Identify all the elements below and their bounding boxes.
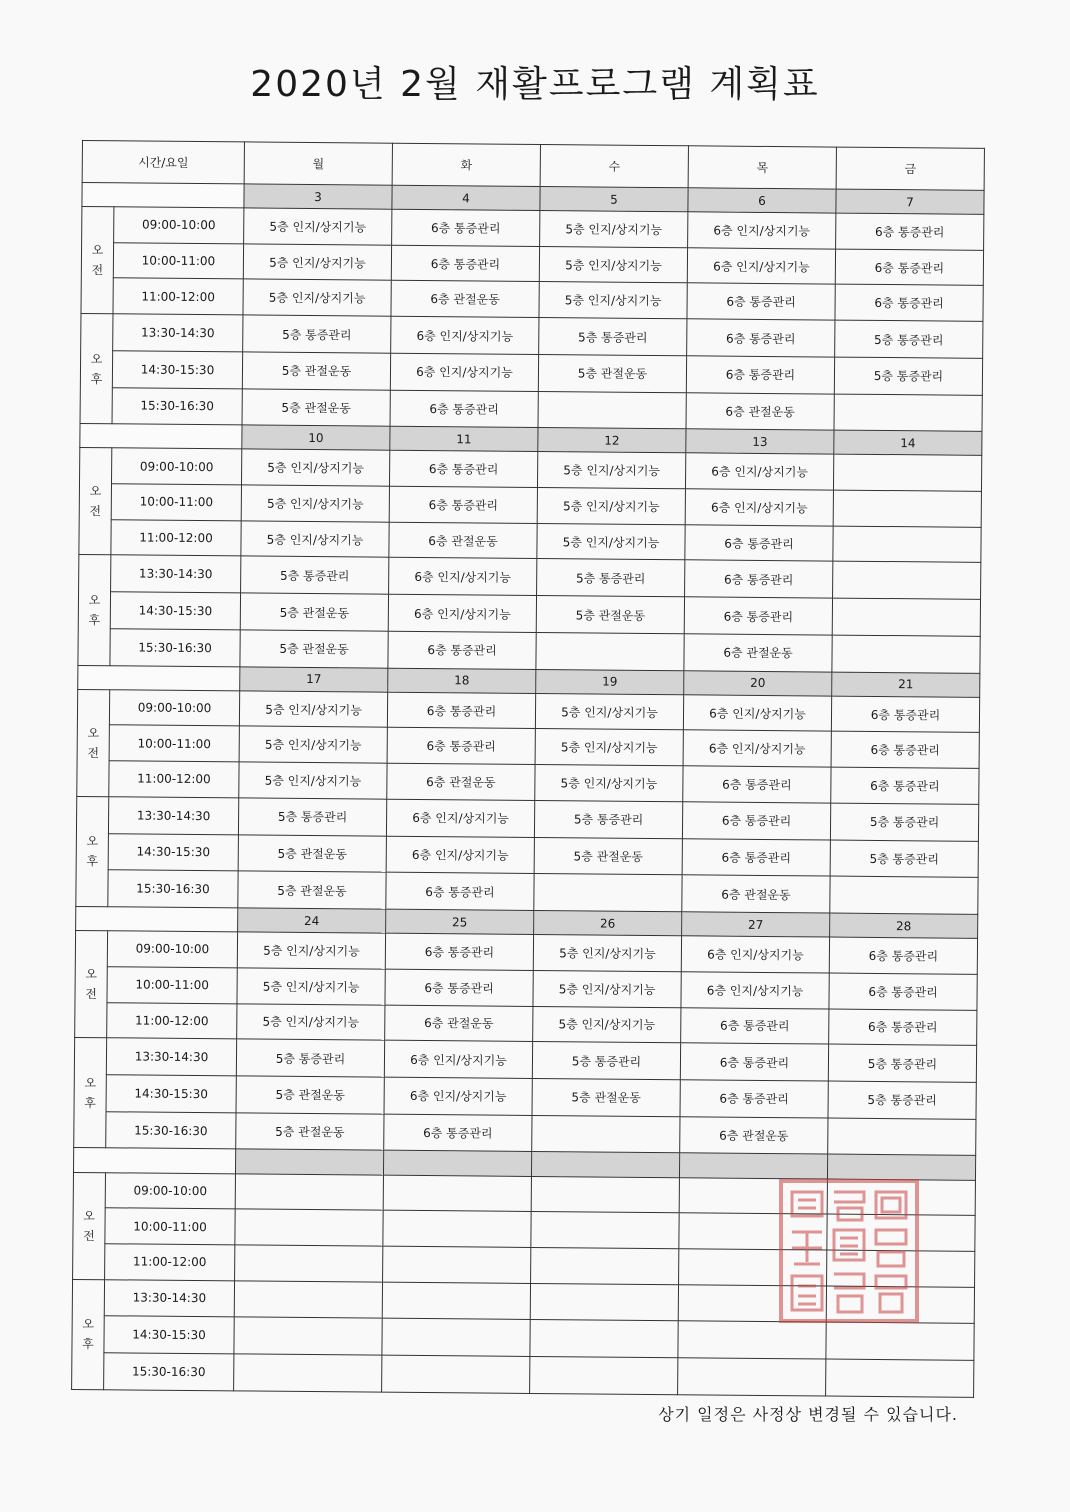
time-slot: 09:00-10:00 — [114, 207, 244, 244]
program-cell — [383, 1246, 531, 1283]
program-cell — [833, 526, 981, 563]
date-cell — [531, 1152, 679, 1177]
date-row-spacer — [73, 1148, 235, 1174]
schedule-notice: 상기 일정은 사정상 변경될 수 있습니다. — [658, 1405, 958, 1424]
period-am: 오 전 — [79, 448, 112, 555]
time-slot: 13:30-14:30 — [108, 797, 238, 835]
program-cell: 6층 관절운동 — [389, 522, 537, 559]
time-slot: 14:30-15:30 — [112, 351, 242, 389]
time-slot: 10:00-11:00 — [109, 725, 239, 762]
program-cell — [235, 1209, 383, 1246]
program-cell: 6층 통증관리 — [682, 802, 830, 840]
program-cell — [383, 1175, 531, 1212]
program-cell: 6층 인지/상지기능 — [688, 212, 836, 249]
program-cell — [234, 1317, 382, 1355]
program-cell: 6층 통증관리 — [684, 597, 832, 635]
date-cell: 28 — [830, 913, 978, 938]
program-cell: 5층 인지/상지기능 — [244, 208, 392, 245]
program-cell — [382, 1282, 530, 1320]
time-slot: 09:00-10:00 — [109, 690, 239, 727]
time-slot: 10:00-11:00 — [113, 243, 243, 280]
program-cell: 6층 인지/상지기능 — [384, 1040, 532, 1078]
date-cell: 4 — [392, 185, 540, 210]
program-cell — [833, 455, 981, 492]
program-cell — [827, 1214, 975, 1251]
period-am: 오 전 — [77, 689, 110, 796]
program-cell — [531, 1247, 679, 1284]
program-cell: 5층 통증관리 — [830, 803, 978, 841]
program-cell: 6층 인지/상지기능 — [386, 799, 534, 837]
program-cell: 6층 통증관리 — [687, 283, 835, 320]
program-cell: 5층 인지/상지기능 — [539, 282, 687, 319]
program-cell: 5층 통증관리 — [834, 357, 982, 395]
time-slot: 10:00-11:00 — [107, 967, 237, 1004]
program-cell: 6층 통증관리 — [829, 937, 977, 974]
program-cell: 6층 인지/상지기능 — [683, 730, 831, 767]
time-slot: 15:30-16:30 — [108, 870, 238, 908]
program-cell: 6층 인지/상지기능 — [681, 936, 829, 973]
program-cell: 5층 인지/상지기능 — [537, 488, 685, 525]
program-cell: 6층 통증관리 — [385, 933, 533, 970]
program-cell: 5층 인지/상지기능 — [535, 693, 683, 730]
program-cell: 5층 인지/상지기능 — [242, 449, 390, 486]
program-cell: 6층 통증관리 — [687, 319, 835, 357]
program-cell: 5층 통증관리 — [532, 1042, 680, 1080]
program-cell: 6층 인지/상지기능 — [687, 248, 835, 285]
day-header-thu: 목 — [688, 146, 836, 189]
program-cell — [827, 1179, 975, 1216]
program-cell: 6층 통증관리 — [682, 838, 830, 876]
program-cell: 6층 통증관리 — [680, 1043, 828, 1081]
date-cell: 20 — [684, 670, 832, 695]
program-cell — [834, 394, 982, 432]
program-cell: 5층 관절운동 — [242, 389, 390, 427]
program-cell: 6층 통증관리 — [388, 631, 536, 669]
time-slot: 15:30-16:30 — [104, 1353, 234, 1391]
time-slot: 15:30-16:30 — [110, 629, 240, 667]
program-cell: 5층 인지/상지기능 — [537, 523, 685, 560]
program-cell: 5층 통증관리 — [835, 320, 983, 358]
program-cell: 5층 통증관리 — [539, 318, 687, 356]
program-cell: 5층 관절운동 — [242, 352, 390, 390]
date-cell — [383, 1151, 531, 1176]
program-cell: 5층 인지/상지기능 — [243, 279, 391, 316]
time-slot: 13:30-14:30 — [104, 1279, 234, 1317]
program-cell: 5층 인지/상지기능 — [239, 726, 387, 763]
program-cell: 6층 통증관리 — [392, 209, 540, 246]
program-cell: 6층 통증관리 — [685, 560, 833, 598]
time-slot: 11:00-12:00 — [107, 1002, 237, 1039]
program-cell: 6층 인지/상지기능 — [390, 353, 538, 391]
program-cell — [530, 1320, 678, 1358]
program-cell: 5층 통증관리 — [241, 556, 389, 594]
program-cell: 5층 관절운동 — [536, 596, 684, 634]
program-cell: 6층 인지/상지기능 — [685, 453, 833, 490]
time-slot: 11:00-12:00 — [111, 520, 241, 557]
program-cell: 5층 통증관리 — [534, 800, 682, 838]
time-slot: 11:00-12:00 — [109, 761, 239, 798]
date-cell: 26 — [534, 911, 682, 936]
date-cell: 14 — [834, 430, 982, 455]
program-cell: 5층 관절운동 — [534, 837, 682, 875]
program-cell: 5층 인지/상지기능 — [533, 1006, 681, 1043]
program-cell: 5층 통증관리 — [828, 1044, 976, 1082]
program-cell: 5층 인지/상지기능 — [237, 1003, 385, 1040]
program-cell — [235, 1245, 383, 1282]
date-cell: 3 — [244, 184, 392, 209]
program-cell — [538, 391, 686, 429]
time-slot: 13:30-14:30 — [113, 314, 243, 352]
program-cell — [679, 1177, 827, 1214]
program-cell: 6층 관절운동 — [684, 634, 832, 672]
date-cell — [827, 1154, 975, 1179]
program-cell: 6층 통증관리 — [835, 285, 983, 322]
program-cell — [534, 874, 682, 912]
program-cell: 6층 인지/상지기능 — [391, 316, 539, 354]
program-cell — [531, 1176, 679, 1213]
program-cell: 6층 인지/상지기능 — [384, 1077, 532, 1115]
program-cell: 5층 인지/상지기능 — [533, 970, 681, 1007]
program-cell: 6층 통증관리 — [836, 213, 984, 250]
program-cell: 6층 통증관리 — [680, 1080, 828, 1118]
time-slot: 10:00-11:00 — [105, 1208, 235, 1245]
time-slot: 14:30-15:30 — [106, 1075, 236, 1113]
program-cell: 6층 통증관리 — [385, 969, 533, 1006]
program-cell — [833, 490, 981, 527]
period-am: 오 전 — [73, 1172, 106, 1279]
program-cell — [679, 1213, 827, 1250]
program-cell: 6층 통증관리 — [384, 1114, 532, 1152]
program-cell: 5층 인지/상지기능 — [241, 485, 389, 522]
program-cell — [832, 598, 980, 636]
program-cell — [826, 1286, 974, 1324]
program-cell: 5층 관절운동 — [240, 630, 388, 668]
date-cell: 11 — [390, 427, 538, 452]
program-cell: 6층 인지/상지기능 — [386, 836, 534, 874]
program-cell: 6층 통증관리 — [390, 390, 538, 428]
program-cell: 5층 통증관리 — [236, 1039, 384, 1077]
program-cell — [679, 1249, 827, 1286]
program-cell: 6층 관절운동 — [686, 392, 834, 430]
program-cell: 6층 관절운동 — [387, 763, 535, 800]
time-slot: 10:00-11:00 — [111, 484, 241, 521]
program-cell: 6층 관절운동 — [391, 281, 539, 318]
program-cell: 6층 관절운동 — [385, 1005, 533, 1042]
program-cell: 5층 인지/상지기능 — [239, 762, 387, 799]
program-cell: 5층 인지/상지기능 — [535, 729, 683, 766]
program-cell: 6층 통증관리 — [387, 728, 535, 765]
program-cell: 6층 인지/상지기능 — [683, 695, 831, 732]
date-cell — [236, 1149, 384, 1174]
time-slot: 11:00-12:00 — [105, 1244, 235, 1281]
program-cell: 5층 관절운동 — [238, 871, 386, 909]
date-row-spacer — [76, 907, 238, 933]
time-slot: 09:00-10:00 — [111, 448, 241, 485]
program-cell: 5층 인지/상지기능 — [540, 211, 688, 248]
program-cell — [830, 876, 978, 914]
program-cell: 5층 관절운동 — [240, 593, 388, 631]
program-cell: 5층 인지/상지기능 — [241, 521, 389, 558]
time-day-header: 시간/요일 — [82, 141, 244, 184]
program-cell — [530, 1356, 678, 1394]
period-am: 오 전 — [75, 931, 108, 1038]
program-cell — [678, 1358, 826, 1396]
date-cell: 18 — [388, 668, 536, 693]
program-cell: 5층 인지/상지기능 — [537, 452, 685, 489]
program-cell: 6층 통증관리 — [831, 696, 979, 733]
date-cell: 19 — [536, 669, 684, 694]
date-cell: 6 — [688, 188, 836, 213]
time-slot: 14:30-15:30 — [110, 592, 240, 630]
date-cell: 12 — [538, 428, 686, 453]
date-cell: 5 — [540, 186, 688, 211]
period-pm: 오 후 — [76, 796, 109, 906]
date-cell: 25 — [386, 909, 534, 934]
date-cell: 13 — [686, 429, 834, 454]
program-cell — [826, 1322, 974, 1360]
program-cell — [532, 1115, 680, 1153]
period-pm: 오 후 — [72, 1279, 105, 1390]
program-cell — [678, 1284, 826, 1322]
time-slot: 15:30-16:30 — [106, 1111, 236, 1149]
program-cell: 6층 인지/상지기능 — [681, 972, 829, 1009]
date-row-spacer — [82, 183, 244, 209]
program-cell — [234, 1280, 382, 1318]
program-cell — [826, 1359, 974, 1397]
program-cell: 5층 인지/상지기능 — [239, 691, 387, 728]
schedule-row — [72, 1352, 974, 1397]
time-slot: 14:30-15:30 — [108, 833, 238, 871]
program-cell: 6층 통증관리 — [829, 973, 977, 1010]
program-cell — [828, 1118, 976, 1156]
date-row-spacer — [80, 424, 242, 450]
day-header-tue: 화 — [392, 143, 540, 186]
program-cell: 5층 인지/상지기능 — [243, 244, 391, 281]
program-cell: 6층 통증관리 — [831, 732, 979, 769]
program-cell: 6층 통증관리 — [391, 245, 539, 282]
program-cell: 6층 통증관리 — [386, 872, 534, 910]
program-cell: 5층 통증관리 — [828, 1081, 976, 1119]
program-cell: 6층 인지/상지기능 — [388, 594, 536, 632]
date-cell: 7 — [836, 189, 984, 214]
program-cell: 5층 인지/상지기능 — [539, 246, 687, 283]
program-cell — [382, 1318, 530, 1356]
schedule-table — [71, 140, 985, 1398]
program-cell — [530, 1283, 678, 1321]
program-cell: 5층 통증관리 — [537, 559, 685, 597]
date-row-spacer — [78, 665, 240, 691]
program-cell: 5층 통증관리 — [238, 798, 386, 836]
program-cell: 5층 관절운동 — [538, 354, 686, 392]
date-cell: 24 — [238, 908, 386, 933]
period-pm: 오 후 — [74, 1038, 107, 1148]
day-header-wed: 수 — [540, 145, 688, 188]
time-slot: 11:00-12:00 — [113, 278, 243, 315]
program-cell: 6층 통증관리 — [389, 486, 537, 523]
program-cell — [383, 1210, 531, 1247]
program-cell: 6층 통증관리 — [831, 767, 979, 804]
page-title: 2020년 2월 재활프로그램 계획표 — [250, 64, 820, 105]
date-cell: 10 — [242, 425, 390, 450]
program-cell: 6층 통증관리 — [390, 451, 538, 488]
program-cell — [827, 1250, 975, 1287]
period-am: 오 전 — [81, 207, 114, 314]
program-cell: 6층 인지/상지기능 — [389, 558, 537, 596]
program-cell: 5층 인지/상지기능 — [533, 935, 681, 972]
program-cell: 5층 관절운동 — [236, 1113, 384, 1151]
program-cell: 6층 통증관리 — [683, 766, 831, 803]
program-cell: 5층 인지/상지기능 — [535, 765, 683, 802]
program-cell: 6층 통증관리 — [681, 1007, 829, 1044]
program-cell — [536, 632, 684, 670]
time-slot: 15:30-16:30 — [112, 387, 242, 425]
program-cell: 6층 통증관리 — [685, 525, 833, 562]
program-cell: 5층 인지/상지기능 — [237, 968, 385, 1005]
program-cell: 6층 통증관리 — [829, 1009, 977, 1046]
program-cell: 5층 통증관리 — [830, 840, 978, 878]
program-cell: 6층 관절운동 — [680, 1116, 828, 1154]
program-cell: 5층 관절운동 — [236, 1076, 384, 1114]
program-cell: 6층 인지/상지기능 — [685, 489, 833, 526]
program-cell — [833, 562, 981, 600]
period-pm: 오 후 — [80, 314, 113, 424]
program-cell — [832, 635, 980, 673]
time-slot: 09:00-10:00 — [105, 1172, 235, 1209]
program-cell: 6층 통증관리 — [835, 249, 983, 286]
program-cell: 5층 통증관리 — [243, 315, 391, 353]
program-cell: 6층 관절운동 — [682, 875, 830, 913]
schedule-body — [72, 183, 985, 1398]
program-cell: 6층 통증관리 — [387, 692, 535, 729]
day-header-mon: 월 — [244, 142, 392, 185]
date-cell — [679, 1153, 827, 1178]
time-slot: 13:30-14:30 — [111, 555, 241, 593]
program-cell — [235, 1173, 383, 1210]
program-cell: 5층 관절운동 — [238, 834, 386, 872]
time-slot: 13:30-14:30 — [106, 1038, 236, 1076]
program-cell: 5층 인지/상지기능 — [237, 932, 385, 969]
program-cell — [382, 1355, 530, 1393]
program-cell — [531, 1212, 679, 1249]
time-slot: 14:30-15:30 — [104, 1316, 234, 1354]
period-pm: 오 후 — [78, 555, 111, 665]
day-header-fri: 금 — [836, 147, 984, 190]
time-slot: 09:00-10:00 — [107, 931, 237, 968]
date-cell: 17 — [240, 667, 388, 692]
program-cell: 6층 통증관리 — [686, 356, 834, 394]
date-cell: 21 — [832, 672, 980, 697]
program-cell — [234, 1354, 382, 1392]
program-cell: 5층 관절운동 — [532, 1078, 680, 1116]
date-cell: 27 — [682, 912, 830, 937]
program-cell — [678, 1321, 826, 1359]
